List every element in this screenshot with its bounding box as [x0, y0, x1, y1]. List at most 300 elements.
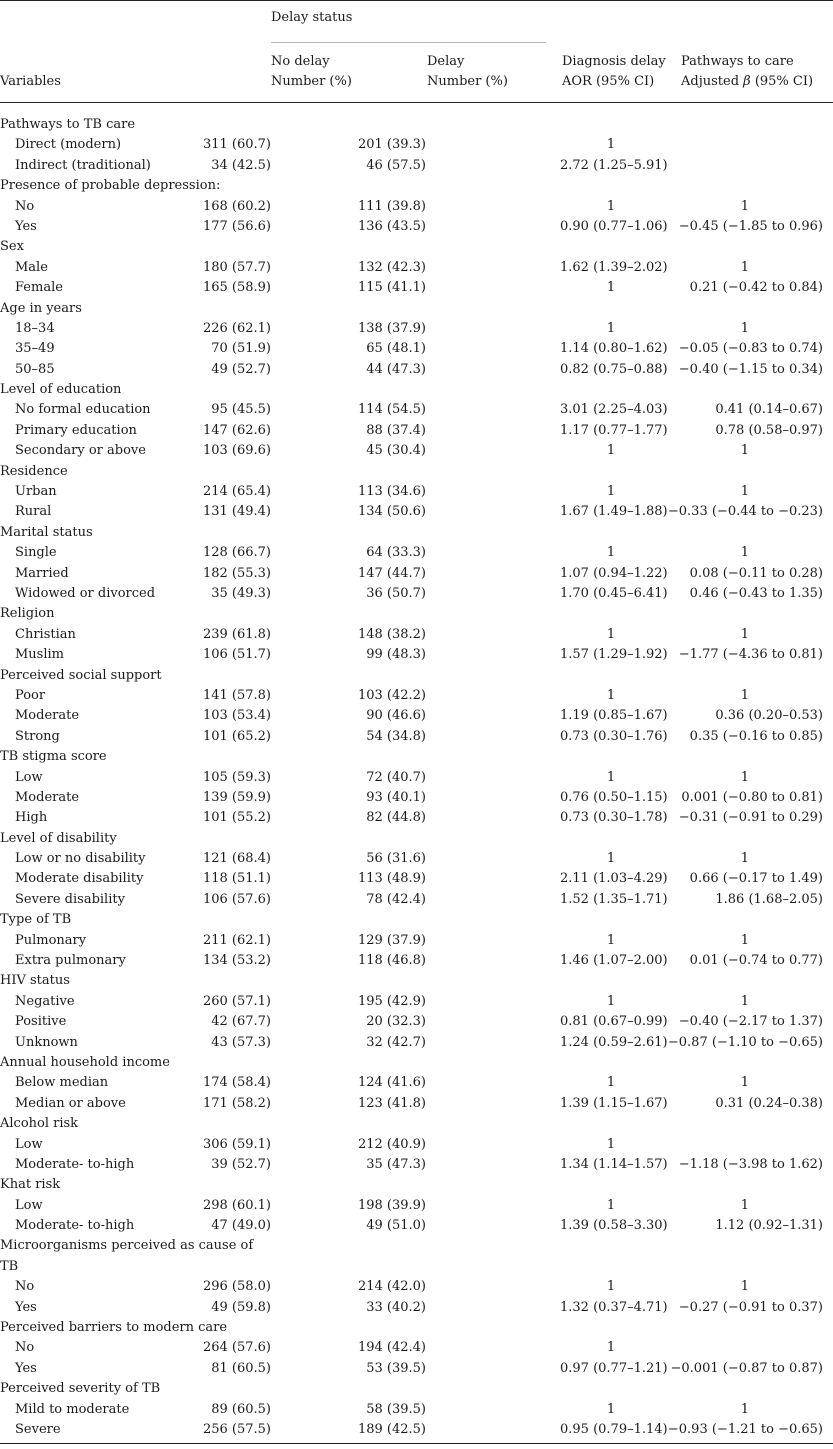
group-row [0, 1053, 833, 1073]
delay-cell: 147 (44.7) [357, 565, 426, 581]
delay-cell: 134 (50.6) [357, 504, 426, 520]
header-beta-symbol: β [743, 74, 751, 89]
header-ci-text: (95% CI) [750, 74, 814, 89]
beta-cell: 0.31 (0.24–0.38) [715, 1095, 823, 1111]
no-delay-cell: 34 (42.5) [211, 157, 271, 173]
beta-cell: 1.12 (0.92–1.31) [715, 1218, 823, 1234]
table-row [0, 1277, 833, 1297]
aor-cell: 2.11 (1.03–4.29) [560, 871, 668, 887]
aor-cell: 1.14 (0.80–1.62) [560, 341, 668, 357]
variable-cell: Widowed or divorced [15, 585, 156, 601]
aor-cell: 1.57 (1.29–1.92) [560, 647, 668, 663]
delay-cell: 44 (47.3) [366, 361, 426, 377]
beta-cell: 1 [740, 1197, 749, 1213]
group-label: Microorganisms perceived as cause of [0, 1238, 254, 1254]
variable-cell: Mild to moderate [15, 1401, 130, 1417]
table-row [0, 1033, 833, 1053]
group-row [0, 115, 833, 135]
delay-cell: 49 (51.0) [366, 1218, 426, 1234]
beta-cell: −0.45 (−1.85 to 0.96) [678, 218, 823, 234]
variable-cell: Yes [15, 218, 37, 234]
table-row [0, 788, 833, 808]
variable-cell: No [15, 198, 35, 214]
variable-cell: No [15, 1279, 35, 1295]
beta-cell: 1 [740, 626, 749, 642]
no-delay-cell: 264 (57.6) [202, 1340, 271, 1356]
no-delay-cell: 174 (58.4) [202, 1075, 271, 1091]
beta-cell: −1.18 (−3.98 to 1.62) [678, 1156, 823, 1172]
delay-cell: 54 (34.8) [366, 728, 426, 744]
aor-cell: 0.82 (0.75–0.88) [560, 361, 668, 377]
variable-cell: Severe [15, 1422, 61, 1437]
table-row [0, 869, 833, 889]
delay-cell: 148 (38.2) [357, 626, 426, 642]
delay-cell: 65 (48.1) [366, 341, 426, 357]
table-body [0, 115, 833, 1440]
aor-cell: 1 [606, 1075, 616, 1091]
header-pathways-text: Pathways to care Adjusted [681, 54, 794, 89]
no-delay-cell: 103 (69.6) [202, 443, 271, 459]
variable-cell: Below median [15, 1075, 109, 1091]
aor-cell: 1 [606, 932, 616, 948]
aor-cell: 1 [606, 484, 616, 500]
aor-cell: 1 [606, 137, 616, 153]
table-row [0, 625, 833, 645]
group-label: Sex [0, 239, 24, 255]
delay-cell: 93 (40.1) [366, 789, 426, 805]
table-row [0, 564, 833, 584]
beta-cell: 1 [740, 198, 749, 214]
beta-cell: −1.77 (−4.36 to 0.81) [678, 647, 823, 663]
delay-cell: 58 (39.5) [366, 1401, 426, 1417]
table-row [0, 1359, 833, 1379]
variable-cell: No [15, 1340, 35, 1356]
delay-cell: 56 (31.6) [366, 851, 426, 867]
header-no-delay: No delay Number (%) [271, 54, 352, 89]
delay-cell: 123 (41.8) [357, 1095, 426, 1111]
bottom-rule [0, 1443, 833, 1444]
group-row [0, 523, 833, 543]
beta-cell: −0.93 (−1.21 to −0.65) [667, 1422, 823, 1437]
variable-cell: Direct (modern) [15, 137, 122, 153]
beta-cell: 0.001 (−0.80 to 0.81) [681, 789, 823, 805]
header-diagnosis-delay: Diagnosis delay AOR (95% CI) [562, 54, 666, 89]
group-label: Pathways to TB care [0, 117, 136, 132]
table-row [0, 1094, 833, 1114]
table-row [0, 706, 833, 726]
no-delay-cell: 306 (59.1) [202, 1136, 271, 1152]
no-delay-cell: 296 (58.0) [202, 1279, 271, 1295]
variable-cell: Positive [15, 1014, 67, 1030]
aor-cell: 1.34 (1.14–1.57) [560, 1156, 668, 1172]
beta-cell: 1 [740, 1279, 749, 1295]
table-row [0, 584, 833, 604]
table-row [0, 808, 833, 828]
delay-cell: 36 (50.7) [366, 585, 426, 601]
beta-cell: 0.46 (−0.43 to 1.35) [689, 585, 823, 601]
delay-cell: 88 (37.4) [366, 422, 426, 438]
delay-cell: 103 (42.2) [357, 687, 426, 703]
no-delay-cell: 121 (68.4) [202, 851, 271, 867]
aor-cell: 2.72 (1.25–5.91) [560, 157, 668, 173]
beta-cell: 0.35 (−0.16 to 0.85) [689, 728, 823, 744]
delay-cell: 99 (48.3) [366, 647, 426, 663]
no-delay-cell: 39 (52.7) [211, 1156, 271, 1172]
aor-cell: 0.73 (0.30–1.76) [560, 728, 668, 744]
table-row [0, 686, 833, 706]
group-label: Annual household income [0, 1054, 170, 1070]
table-row [0, 1135, 833, 1155]
table-row [0, 890, 833, 910]
group-row [0, 380, 833, 400]
delay-cell: 198 (39.9) [357, 1197, 426, 1213]
delay-cell: 194 (42.4) [357, 1340, 426, 1356]
beta-cell: −0.27 (−0.91 to 0.37) [678, 1299, 823, 1315]
group-label: Perceived severity of TB [0, 1381, 161, 1397]
variable-cell: Yes [15, 1299, 37, 1315]
beta-cell: −0.31 (−0.91 to 0.29) [678, 810, 823, 826]
delay-cell: 72 (40.7) [366, 769, 426, 785]
header-pathways-to-care [681, 52, 813, 92]
aor-cell: 1 [606, 626, 616, 642]
variable-cell: Yes [15, 1360, 37, 1376]
beta-cell: 0.08 (−0.11 to 0.28) [689, 565, 823, 581]
group-row [0, 1318, 833, 1338]
group-label: Religion [0, 606, 55, 622]
beta-cell: 0.36 (0.20–0.53) [715, 708, 823, 724]
table-row [0, 727, 833, 747]
delay-cell: 45 (30.4) [366, 443, 426, 459]
beta-cell: −0.87 (−1.10 to −0.65) [667, 1034, 823, 1050]
delay-cell: 118 (46.8) [357, 953, 426, 969]
aor-cell: 1 [606, 1401, 616, 1417]
table-row [0, 217, 833, 237]
no-delay-cell: 171 (58.2) [202, 1095, 271, 1111]
group-label: Perceived social support [0, 667, 162, 683]
beta-cell: −0.05 (−0.83 to 0.74) [678, 341, 823, 357]
group-row [0, 604, 833, 624]
variable-cell: Moderate [15, 789, 80, 805]
table-row [0, 1012, 833, 1032]
group-row [0, 1257, 833, 1277]
no-delay-cell: 182 (55.3) [202, 565, 271, 581]
no-delay-cell: 89 (60.5) [211, 1401, 271, 1417]
aor-cell: 1.17 (0.77–1.77) [560, 422, 668, 438]
variable-cell: Moderate- to-high [15, 1156, 135, 1172]
aor-cell: 3.01 (2.25–4.03) [560, 402, 668, 418]
group-label: Perceived barriers to modern care [0, 1320, 228, 1336]
aor-cell: 1.39 (1.15–1.67) [560, 1095, 668, 1111]
beta-cell: 1 [740, 993, 749, 1009]
aor-cell: 0.90 (0.77–1.06) [560, 218, 668, 234]
group-label: TB [0, 1258, 19, 1274]
delay-cell: 113 (48.9) [357, 871, 426, 887]
table-row [0, 258, 833, 278]
group-label: Marital status [0, 524, 93, 540]
aor-cell: 1 [606, 545, 616, 561]
beta-cell: 0.66 (−0.17 to 1.49) [689, 871, 823, 887]
beta-cell: 1 [740, 1401, 749, 1417]
variable-cell: Female [15, 280, 63, 296]
beta-cell: 0.78 (0.58–0.97) [715, 422, 823, 438]
no-delay-cell: 81 (60.5) [211, 1360, 271, 1376]
delay-cell: 136 (43.5) [357, 218, 426, 234]
table-row [0, 278, 833, 298]
delay-cell: 189 (42.5) [357, 1422, 426, 1437]
delay-cell: 214 (42.0) [357, 1279, 426, 1295]
group-label: Khat risk [0, 1177, 61, 1193]
group-row [0, 910, 833, 930]
group-label: Level of disability [0, 830, 117, 846]
table-row [0, 1196, 833, 1216]
top-rule [0, 0, 833, 1]
delay-cell: 195 (42.9) [357, 993, 426, 1009]
delay-cell: 35 (47.3) [366, 1156, 426, 1172]
no-delay-cell: 311 (60.7) [202, 137, 271, 153]
table-row [0, 441, 833, 461]
delay-cell: 111 (39.8) [357, 198, 426, 214]
no-delay-cell: 131 (49.4) [202, 504, 271, 520]
aor-cell: 0.81 (0.67–0.99) [560, 1014, 668, 1030]
delay-cell: 53 (39.5) [366, 1360, 426, 1376]
aor-cell: 1.67 (1.49–1.88) [560, 504, 668, 520]
group-label: HIV status [0, 973, 70, 989]
delay-cell: 124 (41.6) [357, 1075, 426, 1091]
beta-cell: 1 [740, 259, 749, 275]
beta-cell: 0.41 (0.14–0.67) [715, 402, 823, 418]
table-row [0, 1155, 833, 1175]
variable-cell: 18–34 [15, 320, 55, 336]
table-row [0, 1420, 833, 1440]
table-row [0, 951, 833, 971]
no-delay-cell: 101 (65.2) [202, 728, 271, 744]
no-delay-cell: 128 (66.7) [202, 545, 271, 561]
aor-cell: 1 [606, 851, 616, 867]
delay-cell: 32 (42.7) [366, 1034, 426, 1050]
no-delay-cell: 106 (51.7) [202, 647, 271, 663]
no-delay-cell: 42 (67.7) [211, 1014, 271, 1030]
variable-cell: 35–49 [15, 341, 55, 357]
no-delay-cell: 134 (53.2) [202, 953, 271, 969]
beta-cell: 1 [740, 484, 749, 500]
delay-cell: 115 (41.1) [357, 280, 426, 296]
aor-cell: 1 [606, 198, 616, 214]
no-delay-cell: 147 (62.6) [202, 422, 271, 438]
group-row [0, 1379, 833, 1399]
beta-cell: 1 [740, 320, 749, 336]
table-row [0, 992, 833, 1012]
table-row [0, 1298, 833, 1318]
variable-cell: Severe disability [15, 891, 125, 907]
beta-cell: 1 [740, 851, 749, 867]
group-row [0, 462, 833, 482]
table-row [0, 768, 833, 788]
no-delay-cell: 168 (60.2) [202, 198, 271, 214]
group-row [0, 1114, 833, 1134]
group-row [0, 1175, 833, 1195]
no-delay-cell: 177 (56.6) [202, 218, 271, 234]
group-label: Residence [0, 463, 68, 479]
group-row [0, 176, 833, 196]
variable-cell: High [15, 810, 48, 826]
no-delay-cell: 211 (62.1) [202, 932, 271, 948]
table-row [0, 1216, 833, 1236]
aor-cell: 1 [606, 443, 616, 459]
no-delay-cell: 95 (45.5) [211, 402, 271, 418]
aor-cell: 1.07 (0.94–1.22) [560, 565, 668, 581]
group-label: Alcohol risk [0, 1116, 79, 1132]
no-delay-cell: 256 (57.5) [202, 1422, 271, 1437]
aor-cell: 0.97 (0.77–1.21) [560, 1360, 668, 1376]
table-row [0, 502, 833, 522]
variable-cell: Low [15, 769, 43, 785]
group-row [0, 747, 833, 767]
no-delay-cell: 49 (59.8) [211, 1299, 271, 1315]
variable-cell: Low or no disability [15, 851, 146, 867]
header-delay: Delay Number (%) [427, 54, 508, 89]
no-delay-cell: 141 (57.8) [202, 687, 271, 703]
aor-cell: 1.19 (0.85–1.67) [560, 708, 668, 724]
table-row [0, 197, 833, 217]
no-delay-cell: 139 (59.9) [202, 789, 271, 805]
variable-cell: Married [15, 565, 69, 581]
beta-cell: 1 [740, 443, 749, 459]
aor-cell: 0.73 (0.30–1.78) [560, 810, 668, 826]
table-row [0, 421, 833, 441]
variable-cell: Negative [15, 993, 75, 1009]
beta-cell: −0.40 (−2.17 to 1.37) [678, 1014, 823, 1030]
variable-cell: Primary education [15, 422, 137, 438]
no-delay-cell: 214 (65.4) [202, 484, 271, 500]
aor-cell: 1.32 (0.37–4.71) [560, 1299, 668, 1315]
no-delay-cell: 35 (49.3) [211, 585, 271, 601]
no-delay-cell: 165 (58.9) [202, 280, 271, 296]
aor-cell: 1.52 (1.35–1.71) [560, 891, 668, 907]
aor-cell: 0.76 (0.50–1.15) [560, 789, 668, 805]
aor-cell: 1 [606, 1136, 616, 1152]
delay-cell: 64 (33.3) [366, 545, 426, 561]
group-label: Age in years [0, 300, 82, 316]
variable-cell: Male [15, 259, 48, 275]
aor-cell: 0.95 (0.79–1.14) [560, 1422, 668, 1437]
delay-cell: 114 (54.5) [357, 402, 426, 418]
aor-cell: 1 [606, 769, 616, 785]
no-delay-cell: 47 (49.0) [211, 1218, 271, 1234]
beta-cell: 1 [740, 769, 749, 785]
group-row [0, 971, 833, 991]
header-rule [0, 102, 833, 103]
variable-cell: No formal education [15, 402, 151, 418]
variable-cell: Unknown [15, 1034, 78, 1050]
table-row [0, 1400, 833, 1420]
aor-cell: 1 [606, 1279, 616, 1295]
aor-cell: 1 [606, 993, 616, 1009]
table-row [0, 1338, 833, 1358]
header-delay-status: Delay status [271, 10, 353, 25]
delay-cell: 201 (39.3) [357, 137, 426, 153]
table-row [0, 543, 833, 563]
beta-cell: 1 [740, 545, 749, 561]
aor-cell: 1 [606, 687, 616, 703]
no-delay-cell: 43 (57.3) [211, 1034, 271, 1050]
group-row [0, 237, 833, 257]
delay-status-rule [271, 42, 546, 43]
no-delay-cell: 239 (61.8) [202, 626, 271, 642]
variable-cell: Muslim [15, 647, 64, 663]
delay-cell: 46 (57.5) [366, 157, 426, 173]
variable-cell: 50–85 [15, 361, 55, 377]
table-row [0, 849, 833, 869]
delay-cell: 90 (46.6) [366, 708, 426, 724]
variable-cell: Moderate disability [15, 871, 144, 887]
delay-cell: 82 (44.8) [366, 810, 426, 826]
no-delay-cell: 298 (60.1) [202, 1197, 271, 1213]
table-row [0, 319, 833, 339]
aor-cell: 1 [606, 320, 616, 336]
group-label: TB stigma score [0, 749, 107, 765]
no-delay-cell: 260 (57.1) [202, 993, 271, 1009]
delay-cell: 132 (42.3) [357, 259, 426, 275]
group-label: Level of education [0, 382, 122, 398]
no-delay-cell: 103 (53.4) [202, 708, 271, 724]
variable-cell: Christian [15, 626, 76, 642]
variable-cell: Rural [15, 504, 52, 520]
group-row [0, 299, 833, 319]
variable-cell: Median or above [15, 1095, 126, 1111]
delay-cell: 113 (34.6) [357, 484, 426, 500]
variable-cell: Poor [15, 687, 46, 703]
aor-cell: 1.46 (1.07–2.00) [560, 953, 668, 969]
table-row [0, 482, 833, 502]
aor-cell: 1 [606, 1340, 616, 1356]
variable-cell: Indirect (traditional) [15, 157, 151, 173]
group-row [0, 666, 833, 686]
variable-cell: Urban [15, 484, 57, 500]
no-delay-cell: 105 (59.3) [202, 769, 271, 785]
table-row [0, 360, 833, 380]
delay-cell: 138 (37.9) [357, 320, 426, 336]
header-variables: Variables [0, 74, 61, 89]
beta-cell: 0.01 (−0.74 to 0.77) [689, 953, 823, 969]
variable-cell: Secondary or above [15, 443, 146, 459]
variable-cell: Low [15, 1136, 43, 1152]
variable-cell: Moderate [15, 708, 80, 724]
variable-cell: Pulmonary [15, 932, 87, 948]
variable-cell: Single [15, 545, 57, 561]
no-delay-cell: 226 (62.1) [202, 320, 271, 336]
no-delay-cell: 118 (51.1) [202, 871, 271, 887]
aor-cell: 1.24 (0.59–2.61) [560, 1034, 668, 1050]
table-row [0, 931, 833, 951]
aor-cell: 1 [606, 280, 616, 296]
no-delay-cell: 101 (55.2) [202, 810, 271, 826]
table-row [0, 339, 833, 359]
no-delay-cell: 180 (57.7) [202, 259, 271, 275]
beta-cell: −0.001 (−0.87 to 0.87) [670, 1360, 823, 1376]
no-delay-cell: 49 (52.7) [211, 361, 271, 377]
beta-cell: 0.21 (−0.42 to 0.84) [689, 280, 823, 296]
aor-cell: 1.70 (0.45–6.41) [560, 585, 668, 601]
table-row [0, 400, 833, 420]
variable-cell: Extra pulmonary [15, 953, 126, 969]
variable-cell: Strong [15, 728, 60, 744]
delay-cell: 212 (40.9) [357, 1136, 426, 1152]
beta-cell: −0.33 (−0.44 to −0.23) [667, 504, 823, 520]
group-label: Presence of probable depression: [0, 178, 221, 194]
beta-cell: 1 [740, 687, 749, 703]
table-row [0, 135, 833, 155]
beta-cell: −0.40 (−1.15 to 0.34) [678, 361, 823, 377]
